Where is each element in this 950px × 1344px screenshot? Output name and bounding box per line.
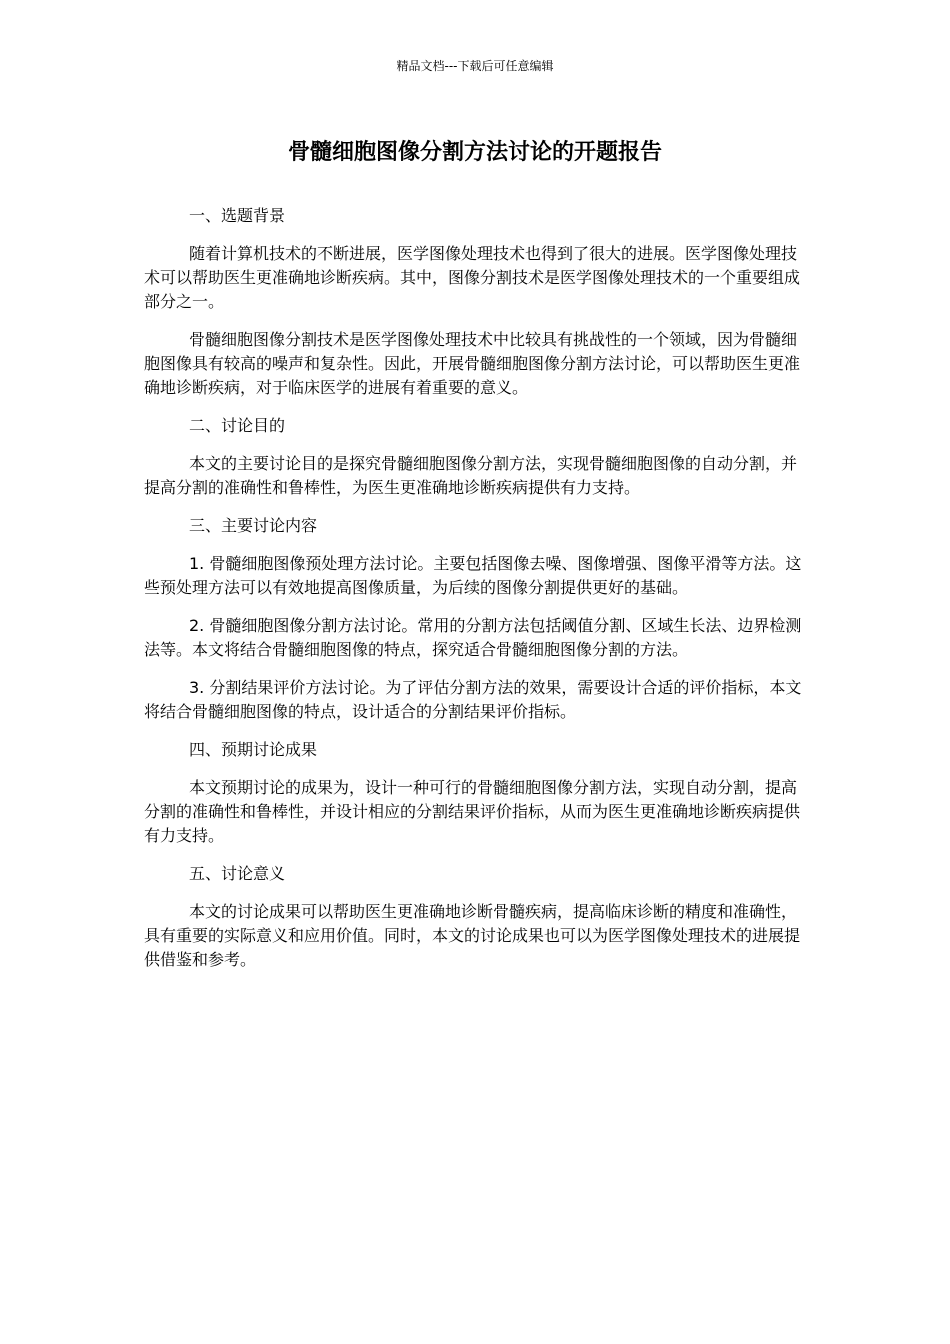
section-heading: 三、主要讨论内容 bbox=[189, 516, 318, 535]
section-significance bbox=[144, 862, 812, 972]
document-body bbox=[144, 204, 812, 986]
paragraph: 本文预期讨论的成果为，设计一种可行的骨髓细胞图像分割方法，实现自动分割，提高分割的准确性和鲁棒性，并设计相应的分割结果评价指标，从而为医生更准确地诊断疾病提供有力支持。 bbox=[144, 778, 801, 845]
section-heading: 一、选题背景 bbox=[189, 206, 286, 225]
section-heading: 五、讨论意义 bbox=[189, 864, 286, 883]
document-title: 骨髓细胞图像分割方法讨论的开题报告 bbox=[287, 140, 662, 165]
section-expected-results bbox=[144, 738, 812, 848]
section-heading: 二、讨论目的 bbox=[189, 416, 286, 435]
list-item: 3. 分割结果评价方法讨论。为了评估分割方法的效果，需要设计合适的评价指标，本文将结合骨髓细胞图像的特点，设计适合的分割结果评价指标。 bbox=[144, 678, 802, 721]
page-header: 精品文档---下载后可任意编辑 bbox=[396, 59, 554, 73]
section-background bbox=[144, 204, 812, 400]
paragraph: 本文的主要讨论目的是探究骨髓细胞图像分割方法，实现骨髓细胞图像的自动分割，并提高分割的准确性和鲁棒性，为医生更准确地诊断疾病提供有力支持。 bbox=[144, 454, 798, 497]
section-heading: 四、预期讨论成果 bbox=[189, 740, 318, 759]
list-item: 1. 骨髓细胞图像预处理方法讨论。主要包括图像去噪、图像增强、图像平滑等方法。这些预处理方法可以有效地提高图像质量，为后续的图像分割提供更好的基础。 bbox=[144, 554, 802, 597]
section-purpose bbox=[144, 414, 812, 500]
section-main-content bbox=[144, 514, 812, 724]
paragraph: 随着计算机技术的不断进展，医学图像处理技术也得到了很大的进展。医学图像处理技术可以帮助医生更准确地诊断疾病。其中，图像分割技术是医学图像处理技术的一个重要组成部分之一。 bbox=[144, 244, 801, 311]
paragraph: 骨髓细胞图像分割技术是医学图像处理技术中比较具有挑战性的一个领域，因为骨髓细胞图像具有较高的噪声和复杂性。因此，开展骨髓细胞图像分割方法讨论，可以帮助医生更准确地诊断疾病，对于临床医学的进展有着重要的意义。 bbox=[144, 330, 801, 397]
paragraph: 本文的讨论成果可以帮助医生更准确地诊断骨髓疾病，提高临床诊断的精度和准确性，具有重要的实际意义和应用价值。同时，本文的讨论成果也可以为医学图像处理技术的进展提供借鉴和参考。 bbox=[144, 902, 801, 969]
list-item: 2. 骨髓细胞图像分割方法讨论。常用的分割方法包括阈值分割、区域生长法、边界检测法等。本文将结合骨髓细胞图像的特点，探究适合骨髓细胞图像分割的方法。 bbox=[144, 616, 802, 659]
